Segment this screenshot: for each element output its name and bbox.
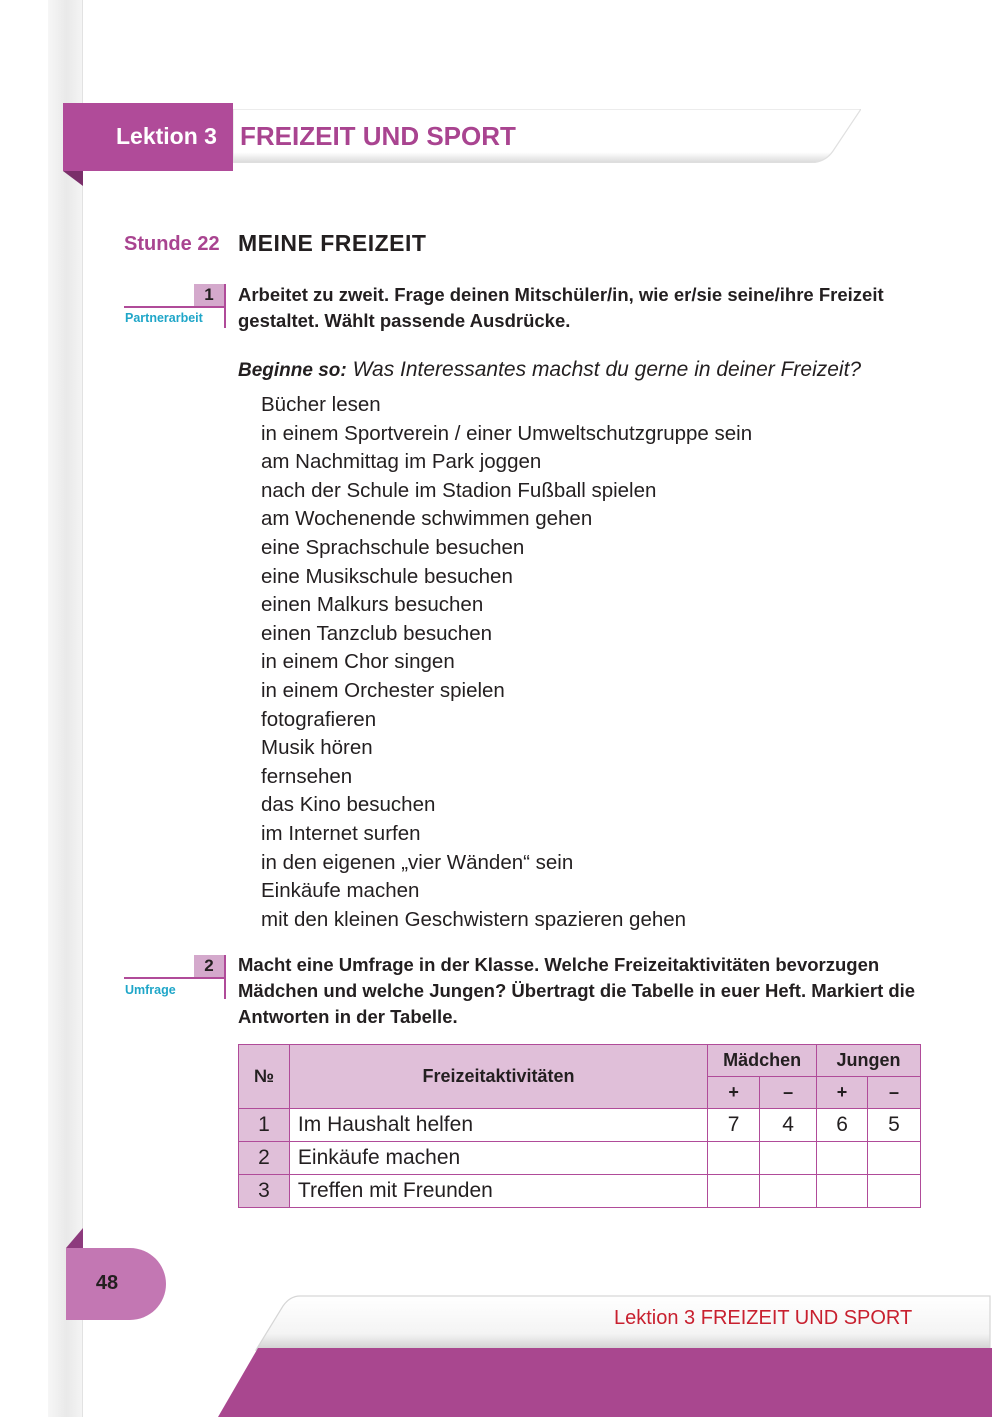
list-item: Einkäufe machen: [261, 879, 420, 903]
task-2-instruction: Macht eine Umfrage in der Klasse. Welche Freizeitaktivitäten bevorzugen Mädchen und welche Jungen? Übertragt die Tabelle in euer Heft. Markiert die Antworten in der Tabelle.: [238, 954, 916, 1027]
task-2-number: 2: [194, 955, 224, 977]
list-item: Musik hören: [261, 736, 373, 760]
row-activity: Treffen mit Freunden: [289, 1175, 707, 1208]
list-item: einen Tanzclub besuchen: [261, 621, 492, 645]
table-header-row: [239, 1045, 921, 1077]
row-activity: Einkäufe machen: [289, 1142, 707, 1175]
begin-label: Beginne so:: [238, 360, 347, 381]
col-header-boys-minus: –: [868, 1077, 921, 1109]
row-girls-minus: 4: [760, 1109, 817, 1142]
table-row: [239, 1109, 921, 1142]
task-2-rule: [124, 977, 226, 979]
col-header-girls: Mädchen: [708, 1045, 817, 1077]
row-girls-plus: [708, 1175, 760, 1208]
task-1-rule: [124, 306, 226, 308]
row-activity: Im Haushalt helfen: [289, 1109, 707, 1142]
stunde-label: Stunde 22: [124, 233, 220, 255]
col-header-number: №: [239, 1045, 290, 1109]
list-item: eine Musikschule besuchen: [261, 564, 513, 588]
list-item: einen Malkurs besuchen: [261, 593, 484, 617]
row-girls-minus: [760, 1175, 817, 1208]
col-header-activity: Freizeitaktivitäten: [289, 1045, 707, 1109]
list-item: eine Sprachschule besuchen: [261, 535, 525, 559]
list-item: mit den kleinen Geschwistern spazieren gehen: [261, 907, 687, 931]
task-2-vertical-rule: [224, 955, 226, 999]
row-girls-minus: [760, 1142, 817, 1175]
row-number: 3: [239, 1175, 290, 1208]
page-spine: [48, 0, 82, 1417]
list-item: am Nachmittag im Park joggen: [261, 450, 542, 474]
task-1-vertical-rule: [224, 284, 226, 328]
row-boys-plus: [817, 1142, 868, 1175]
row-number: 2: [239, 1142, 290, 1175]
task-1-instruction: Arbeitet zu zweit. Frage deinen Mitschüler/in, wie er/sie seine/ihre Freizeit gestaltet. Wählt passende Ausdrücke.: [238, 284, 884, 331]
page-number-fold: [66, 1228, 83, 1248]
list-item: in den eigenen „vier Wänden“ sein: [261, 850, 574, 874]
row-boys-minus: [868, 1142, 921, 1175]
task-1-number: 1: [194, 284, 224, 306]
list-item: fotografieren: [261, 707, 377, 731]
list-item: im Internet surfen: [261, 821, 421, 845]
footer-running-title: Lektion 3 FREIZEIT UND SPORT: [614, 1307, 913, 1329]
list-item: Bücher lesen: [261, 393, 381, 416]
row-boys-minus: 5: [868, 1109, 921, 1142]
list-item: am Wochenende schwimmen gehen: [261, 507, 593, 531]
list-item: in einem Chor singen: [261, 650, 455, 674]
list-item: nach der Schule im Stadion Fußball spielen: [261, 478, 657, 502]
stunde-title: MEINE FREIZEIT: [238, 230, 427, 256]
col-header-boys: Jungen: [817, 1045, 921, 1077]
row-girls-plus: [708, 1142, 760, 1175]
row-girls-plus: 7: [708, 1109, 760, 1142]
col-header-girls-plus: +: [708, 1077, 760, 1109]
survey-table: [238, 1044, 921, 1208]
task-2-category: Umfrage: [125, 983, 176, 997]
table-row: [239, 1175, 921, 1208]
row-boys-plus: 6: [817, 1109, 868, 1142]
row-number: 1: [239, 1109, 290, 1142]
begin-question: Was Interessantes machst du gerne in deiner Freizeit?: [352, 358, 862, 381]
page-number: 48: [95, 1272, 119, 1294]
list-item: das Kino besuchen: [261, 793, 436, 817]
col-header-girls-minus: –: [760, 1077, 817, 1109]
lesson-header-fold: [63, 171, 83, 186]
list-item: in einem Orchester spielen: [261, 678, 505, 702]
list-item: in einem Sportverein / einer Umweltschutzgruppe sein: [261, 421, 753, 445]
table-row: [239, 1142, 921, 1175]
begin-prompt: [238, 358, 861, 382]
task-1-category: Partnerarbeit: [125, 311, 203, 325]
col-header-boys-plus: +: [817, 1077, 868, 1109]
lesson-title: FREIZEIT UND SPORT: [240, 121, 516, 151]
list-item: fernsehen: [261, 764, 353, 788]
row-boys-plus: [817, 1175, 868, 1208]
page-spine-line: [82, 0, 83, 1417]
phrase-list: [261, 391, 752, 934]
lesson-label: Lektion 3: [116, 123, 217, 149]
row-boys-minus: [868, 1175, 921, 1208]
